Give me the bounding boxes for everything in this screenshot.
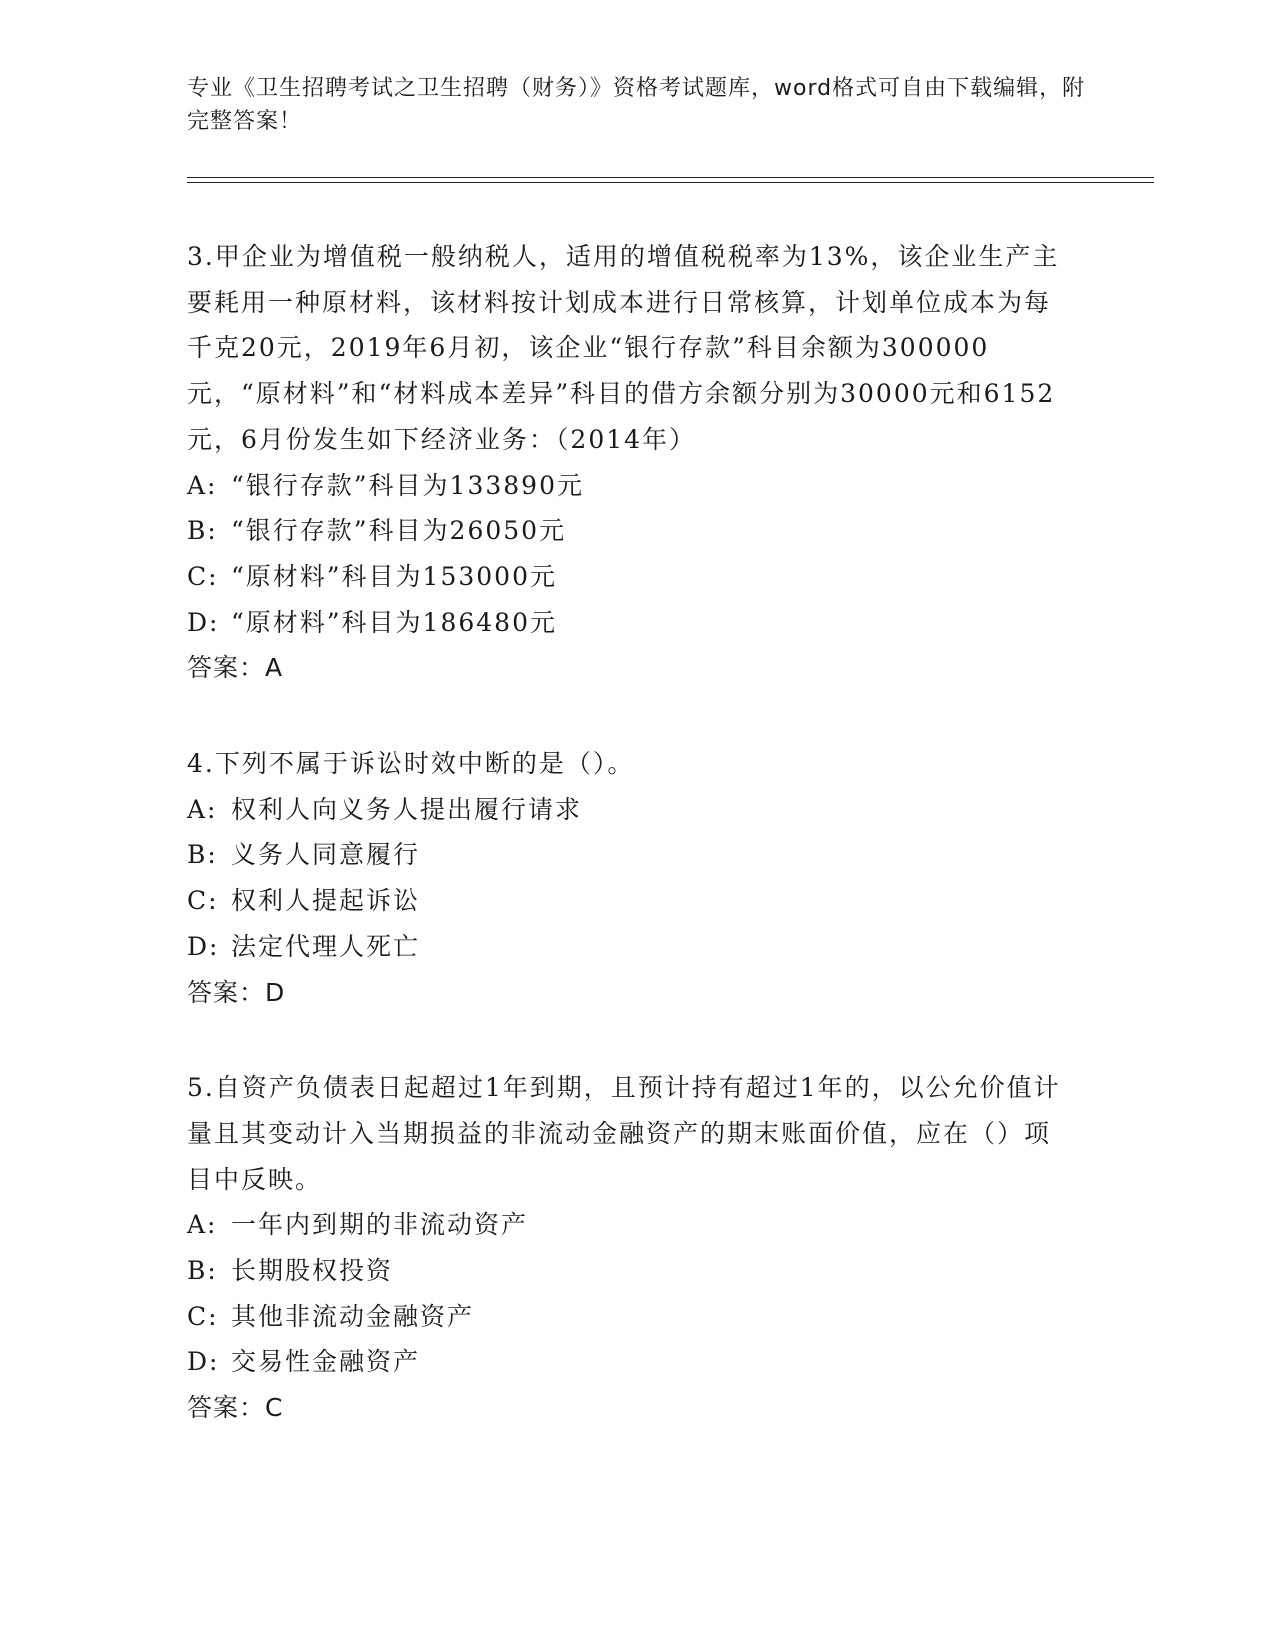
option-b	[187, 1248, 1087, 1294]
option-c	[187, 1294, 1087, 1340]
option-key: A:	[187, 470, 218, 500]
option-d	[187, 924, 1087, 970]
document-header: 专业《卫生招聘考试之卫生招聘（财务）》资格考试题库，word格式可自由下载编辑，附完整答案！	[187, 76, 1086, 134]
option-text: 权利人向义务人提出履行请求	[231, 794, 583, 824]
option-text: “原材料”科目为153000元	[231, 561, 557, 591]
option-key: A:	[187, 794, 218, 824]
option-b	[187, 508, 1087, 554]
question-5	[187, 1065, 1087, 1431]
option-text: “银行存款”科目为133890元	[231, 470, 584, 500]
option-d	[187, 600, 1087, 646]
question-4	[187, 741, 1087, 1015]
option-text: “原材料”科目为186480元	[231, 607, 557, 637]
option-a	[187, 787, 1087, 833]
option-text: 一年内到期的非流动资产	[231, 1210, 529, 1240]
option-text: “银行存款”科目为26050元	[231, 516, 567, 546]
option-d	[187, 1339, 1087, 1385]
option-text: 长期股权投资	[231, 1256, 394, 1286]
option-key: C:	[187, 561, 219, 591]
question-text: 5.自资产负债表日起超过1年到期，且预计持有超过1年的，以公允价值计量且其变动计入当期损益的非流动金融资产的期末账面价值，应在（）项目中反映。	[187, 1073, 1061, 1194]
option-key: D:	[187, 1347, 220, 1377]
option-text: 权利人提起诉讼	[231, 886, 421, 916]
option-text: 其他非流动金融资产	[231, 1301, 475, 1331]
option-key: B:	[187, 516, 218, 546]
option-key: D:	[187, 931, 220, 961]
option-key: C:	[187, 886, 219, 916]
header-rule-top	[187, 177, 1154, 178]
answer: 答案：A	[187, 653, 284, 683]
option-a	[187, 463, 1087, 509]
question-list	[187, 234, 1087, 1481]
question-3	[187, 234, 1087, 691]
option-c	[187, 878, 1087, 924]
option-b	[187, 832, 1087, 878]
option-key: A:	[187, 1210, 218, 1240]
answer: 答案：C	[187, 1393, 284, 1423]
question-text: 3.甲企业为增值税一般纳税人，适用的增值税税率为13%，该企业生产主要耗用一种原材料，该材料按计划成本进行日常核算，计划单位成本为每千克20元，2019年6月初，该企业“银行存款”科目余额为300000元，“原材料”和“材料成本差异”科目的借方余额分别为30000元和6152元，6月份发生如下经济业务：（2014年）	[187, 242, 1060, 454]
option-key: B:	[187, 840, 218, 870]
option-c	[187, 554, 1087, 600]
answer: 答案：D	[187, 977, 286, 1007]
question-text: 4.下列不属于诉讼时效中断的是（）。	[187, 749, 635, 779]
option-a	[187, 1202, 1087, 1248]
option-text: 交易性金融资产	[231, 1347, 421, 1377]
option-text: 义务人同意履行	[231, 840, 421, 870]
option-key: D:	[187, 607, 220, 637]
header-rule-bottom	[187, 182, 1154, 183]
option-text: 法定代理人死亡	[231, 931, 421, 961]
option-key: B:	[187, 1256, 218, 1286]
option-key: C:	[187, 1301, 219, 1331]
